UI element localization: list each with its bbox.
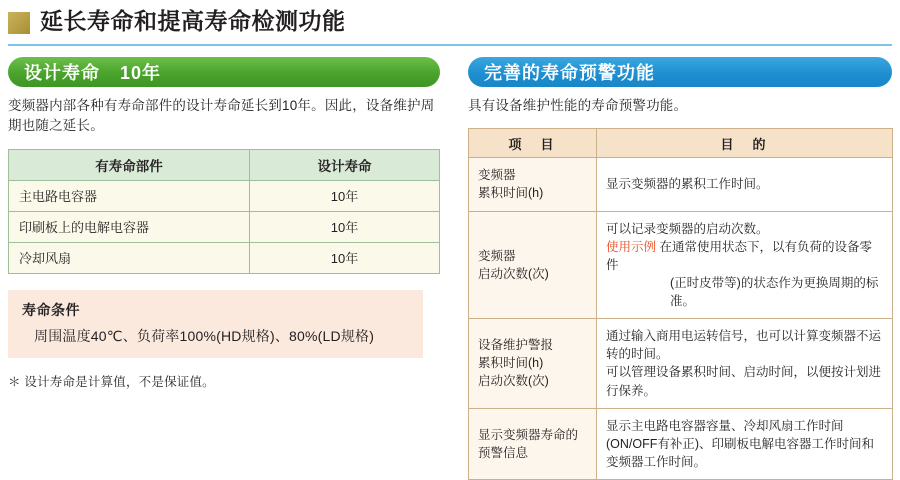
- cell-part: 主电路电容器: [9, 180, 250, 211]
- left-lead-text: 变频器内部各种有寿命部件的设计寿命延长到10年。因此，设备维护周期也随之延长。: [8, 98, 435, 134]
- cell-item: [469, 211, 597, 319]
- banner-subtitle-left: 10年: [120, 63, 162, 83]
- page-header: [0, 0, 900, 46]
- cell-part: 印刷板上的电解电容器: [9, 211, 250, 242]
- cell-item: [469, 158, 597, 211]
- header-divider: [8, 44, 892, 46]
- left-column: [8, 57, 440, 390]
- section-banner-design-life: [8, 57, 440, 87]
- purpose-line-3: (正时皮带等)的状态作为更换周期的标准。: [670, 275, 879, 308]
- col-header-purpose: 目 的: [597, 129, 893, 158]
- footnote: ＊ 设计寿命是计算值，不是保证值。: [8, 374, 215, 389]
- table-row: [9, 180, 440, 211]
- purpose-line-2: 可以管理设备累积时间、启动时间，以便按计划进行保养。: [606, 365, 882, 398]
- usage-example-label: 使用示例: [606, 239, 657, 254]
- table-row: [469, 211, 893, 319]
- life-condition-text: 周围温度40℃、负荷率100%(HD规格)、80%(LD规格): [34, 327, 375, 344]
- banner-title-right: 完善的寿命预警功能: [484, 63, 655, 83]
- cell-purpose: [597, 211, 893, 319]
- item-line-1: 显示变频器寿命的 预警信息: [478, 427, 579, 460]
- col-header-life: 设计寿命: [249, 149, 439, 180]
- item-line-1: 变频器 启动次数(次): [478, 248, 549, 281]
- life-condition-box: [8, 290, 423, 358]
- right-column: [468, 57, 892, 480]
- life-warning-table: [468, 128, 893, 480]
- item-line-1: 设备维护警报 累积时间(h) 启动次数(次): [478, 338, 554, 389]
- table-row: [469, 158, 893, 211]
- item-line-1: 变频器 累积时间(h): [478, 168, 544, 201]
- cell-part: 冷却风扇: [9, 242, 250, 273]
- cell-purpose: [597, 408, 893, 479]
- cell-item: [469, 408, 597, 479]
- table-row: [469, 319, 893, 409]
- purpose-line-1: 可以记录变频器的启动次数。: [606, 221, 769, 236]
- table-row: [469, 408, 893, 479]
- purpose-line-1: 显示主电路电容器容量、冷却风扇工作时间(ON/OFF有补正)、印刷板电解电容器工作时间和变频器工作时间。: [606, 418, 875, 469]
- col-header-part: 有寿命部件: [9, 149, 250, 180]
- cell-purpose: [597, 319, 893, 409]
- right-lead-text: 具有设备维护性能的寿命预警功能。: [468, 98, 688, 113]
- design-life-table: [8, 149, 440, 274]
- table-row: [9, 242, 440, 273]
- gold-square-icon: [8, 12, 30, 34]
- purpose-line-1: 显示变频器的累积工作时间。: [606, 177, 769, 192]
- cell-life: 10年: [249, 180, 439, 211]
- cell-purpose: [597, 158, 893, 211]
- cell-life: 10年: [249, 211, 439, 242]
- table-header-row: [469, 129, 893, 158]
- section-banner-warning-function: [468, 57, 892, 87]
- cell-life: 10年: [249, 242, 439, 273]
- table-header-row: [9, 149, 440, 180]
- table-row: [9, 211, 440, 242]
- col-header-item: 项 目: [469, 129, 597, 158]
- purpose-line-1: 通过输入商用电运转信号，也可以计算变频器不运转的时间。: [606, 329, 882, 362]
- purpose-line-2: [606, 238, 883, 274]
- usage-example-text: 在通常使用状态下，以有负荷的设备零件: [606, 239, 873, 272]
- page-title: 延长寿命和提高寿命检测功能: [40, 7, 346, 34]
- banner-title-left: 设计寿命: [24, 63, 100, 83]
- life-condition-title: 寿命条件: [22, 301, 80, 318]
- cell-item: [469, 319, 597, 409]
